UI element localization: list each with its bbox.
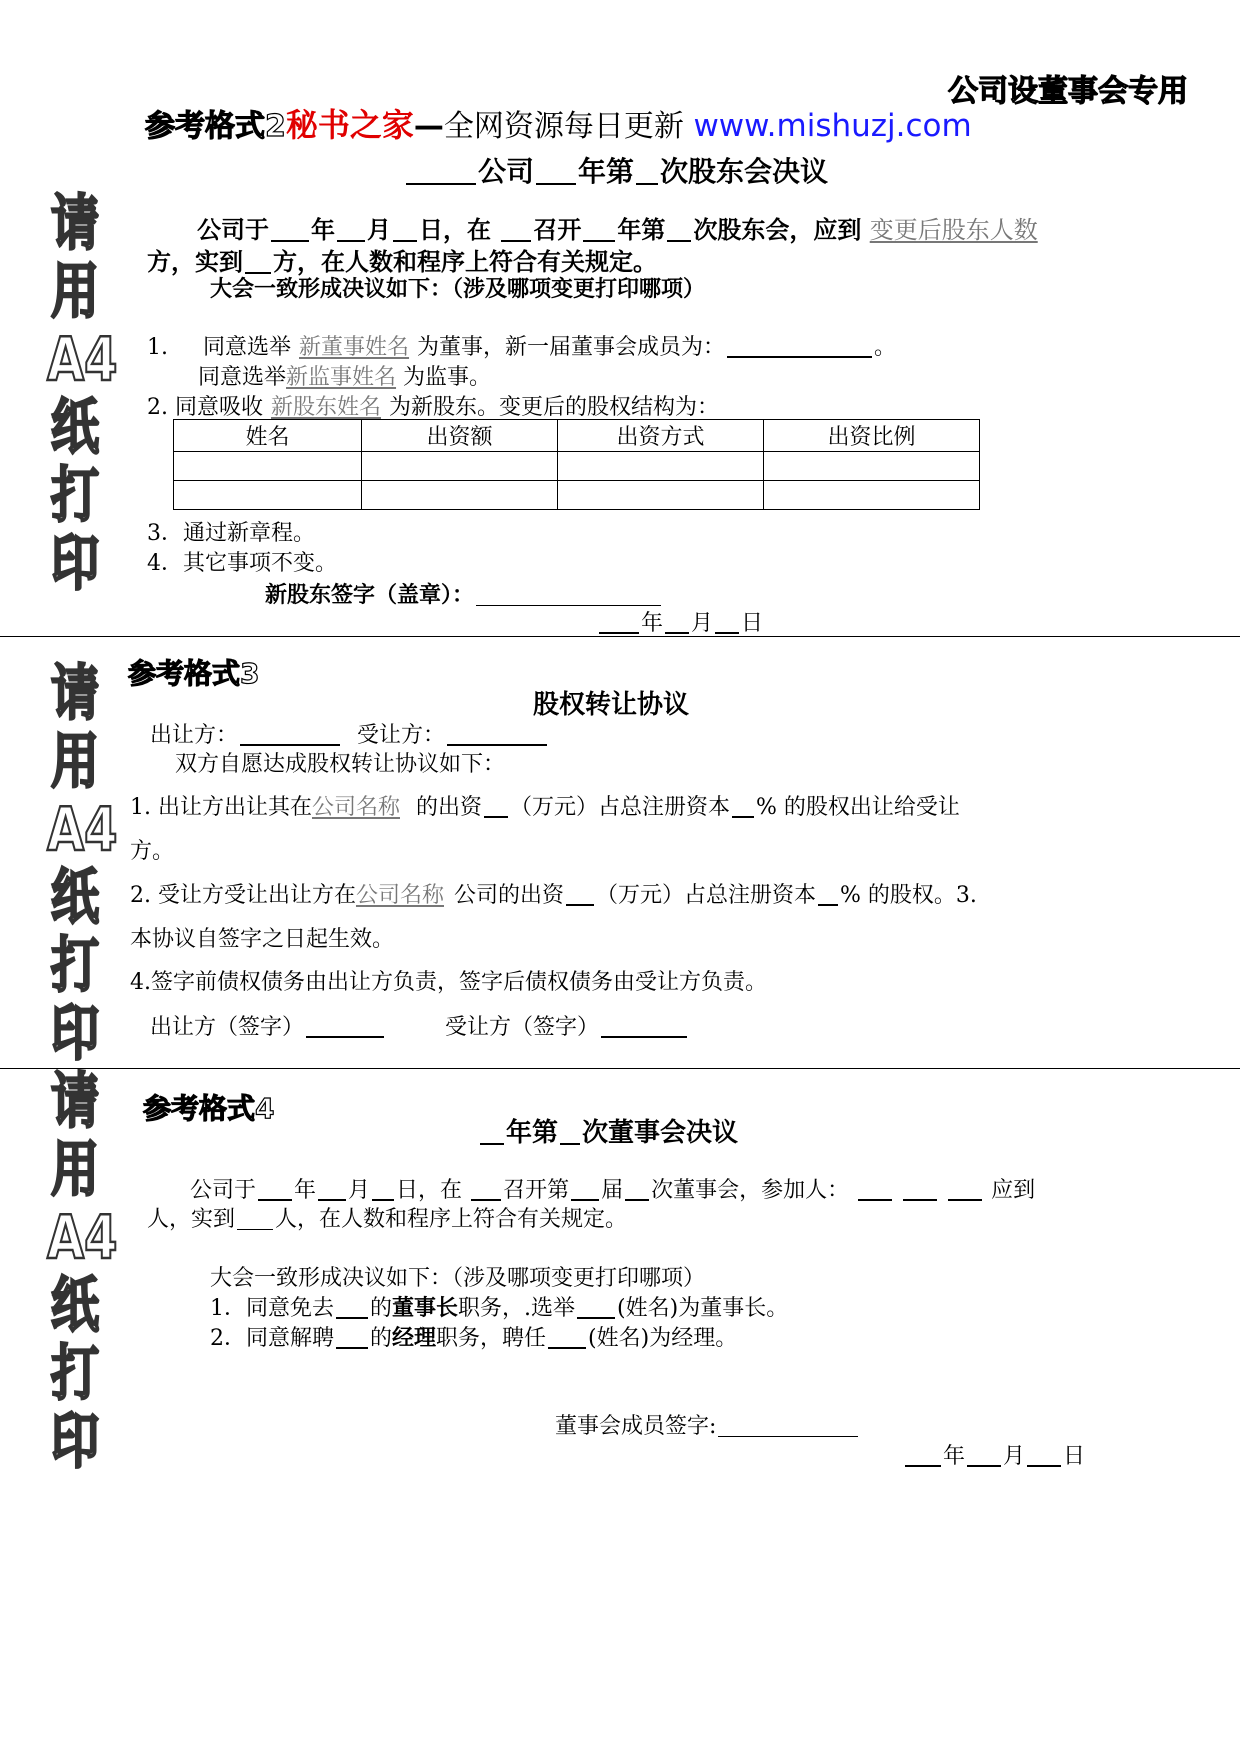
text: 的 (370, 1296, 393, 1321)
text: 2. 受让方受让出让方在 (130, 883, 356, 908)
text: 新股东签字（盖章）： (265, 583, 475, 608)
blank (372, 1177, 394, 1201)
side-char: 打 (51, 461, 99, 531)
s2-item3: 3．通过新章程。 (147, 521, 315, 546)
s4-item2 (210, 1321, 737, 1352)
text: 2．同意解聘 (210, 1326, 334, 1351)
blank (903, 1177, 937, 1201)
text: 为董事，新一届董事会成员为： (417, 335, 726, 360)
table-row (174, 452, 980, 481)
blank (566, 882, 594, 906)
item-number: 1. (147, 335, 168, 360)
text: 的 (370, 1326, 393, 1351)
s3-clause2 (130, 878, 977, 909)
s4-para3: 大会一致形成决议如下：（涉及哪项变更打印哪项） (210, 1266, 706, 1291)
company-name-placeholder[interactable]: 公司名称 (355, 883, 444, 908)
side-char: 纸 (51, 393, 99, 463)
blank (665, 610, 689, 634)
text: 的出资 (416, 795, 483, 820)
text: 月 (367, 216, 391, 244)
header-slogan: 全网资源每日更新 (443, 109, 684, 144)
text: 方，实到 (147, 248, 243, 276)
text: 职务，.选举 (458, 1296, 576, 1321)
blank (337, 218, 365, 242)
blank (948, 1177, 982, 1201)
section2-para3: 大会一致形成决议如下：（涉及哪项变更打印哪项） (210, 277, 706, 302)
table-header-cell: 出资额 (362, 420, 558, 452)
text: 2. 同意吸收 (147, 395, 263, 420)
s3-intro: 双方自愿达成股权转让协议如下： (175, 752, 506, 777)
blank (636, 161, 658, 185)
blank (905, 1443, 941, 1467)
text: 为监事。 (403, 365, 492, 390)
table-cell[interactable] (174, 452, 362, 481)
side-char: 纸 (51, 1271, 99, 1341)
blank (484, 794, 508, 818)
text: 人，在人数和程序上符合有关规定。 (275, 1207, 628, 1232)
equity-structure-table (173, 419, 980, 510)
side-char: 请 (51, 659, 99, 729)
table-cell[interactable] (764, 452, 980, 481)
blank (336, 1325, 368, 1349)
text: 次股东会，应到 (693, 216, 862, 244)
side-print-notice-2 (47, 659, 118, 1069)
side-char: A4 (47, 325, 118, 395)
text: （万元）占总注册资本 (510, 795, 731, 820)
table-header-cell: 出资方式 (558, 420, 764, 452)
text: 公司的出资 (454, 883, 565, 908)
side-char: 印 (51, 999, 99, 1069)
text: 日，在 (419, 216, 491, 244)
s3-clause3: 本协议自签字之日起生效。 (130, 927, 395, 952)
transferee-signature-line[interactable] (601, 1014, 687, 1038)
blank (318, 1177, 346, 1201)
text: 公司于 (197, 216, 269, 244)
section-divider (0, 1068, 1240, 1069)
text: 人，实到 (147, 1207, 236, 1232)
text: 同意选举 (203, 335, 292, 360)
text: 召开 (533, 216, 582, 244)
blank (667, 218, 691, 242)
side-char: A4 (47, 1203, 118, 1273)
text: 同意选举 (198, 365, 287, 390)
text: 届 (601, 1178, 624, 1203)
title-part: 次股东会决议 (660, 155, 829, 188)
blank (571, 1177, 599, 1201)
text: 次董事会决议 (582, 1118, 739, 1148)
s3-clause4: 4.签字前债权债务由出让方负责，签字后债权债务由受让方负责。 (130, 970, 767, 995)
s2-date (597, 606, 763, 637)
side-char: A4 (47, 795, 118, 865)
blank (715, 610, 739, 634)
s2-sign (265, 578, 663, 609)
s4-sign (555, 1409, 860, 1440)
text: 日，在 (396, 1178, 463, 1203)
section-divider (0, 636, 1240, 637)
text: 董事长 (392, 1295, 459, 1321)
text: 受让方（签字） (445, 1015, 600, 1040)
text: 经理 (392, 1325, 437, 1351)
text: 方，在人数和程序上符合有关规定。 (273, 248, 657, 276)
new-shareholder-placeholder[interactable]: 新股东姓名 (270, 395, 381, 420)
transferor-signature-line[interactable] (306, 1014, 384, 1038)
s2-item1 (147, 330, 896, 361)
table-header-row (174, 420, 980, 452)
new-director-placeholder[interactable]: 新董事姓名 (299, 335, 410, 360)
header-dash: — (413, 109, 444, 144)
text: 出让方（签字） (150, 1015, 305, 1040)
table-cell[interactable] (558, 481, 764, 510)
text: 年 (641, 611, 664, 636)
s4-item1 (210, 1291, 788, 1322)
text: 年 (294, 1178, 317, 1203)
blank (536, 161, 576, 185)
text: 为新股东。变更后的股权结构为： (389, 395, 720, 420)
blank (583, 218, 615, 242)
text: 次董事会，参加人： (651, 1178, 850, 1203)
side-print-notice-3 (47, 1067, 118, 1477)
blank (818, 882, 838, 906)
side-char: 请 (51, 1067, 99, 1137)
board-signature-line[interactable] (718, 1414, 858, 1437)
s3-clause1-cont: 方。 (130, 839, 175, 864)
text: 召开第 (503, 1178, 570, 1203)
side-print-notice-1 (47, 189, 118, 599)
text: 月 (1003, 1444, 1026, 1469)
text: 1. 出让方出让其在 (130, 795, 312, 820)
text: (姓名)为经理。 (588, 1326, 738, 1351)
text: 年 (311, 216, 335, 244)
text: (姓名)为董事长。 (617, 1296, 789, 1321)
blank (858, 1177, 892, 1201)
blank (393, 218, 417, 242)
s4-para2 (147, 1202, 627, 1233)
side-char: 打 (51, 931, 99, 1001)
table-row (174, 481, 980, 510)
blank (501, 218, 531, 242)
title-part: 年第 (578, 155, 635, 188)
text: % 的股权。3. (840, 883, 977, 908)
table-cell[interactable] (362, 452, 558, 481)
text: （万元）占总注册资本 (596, 883, 817, 908)
table-cell[interactable] (764, 481, 980, 510)
side-char: 用 (51, 727, 99, 797)
blank (258, 1177, 292, 1201)
blank (271, 218, 309, 242)
side-char: 用 (51, 257, 99, 327)
text: 月 (348, 1178, 371, 1203)
section4-title (478, 1112, 738, 1149)
s2-item2 (147, 390, 719, 421)
text: 年 (943, 1444, 966, 1469)
text: 月 (691, 611, 714, 636)
text: 出让方： (150, 723, 239, 748)
s2-item1b (198, 360, 491, 391)
text: 。 (874, 335, 897, 360)
s3-signatures (150, 1010, 689, 1041)
text: 年第 (506, 1118, 559, 1148)
text: 职务，聘任 (436, 1326, 547, 1351)
text: 董事会成员签字: (555, 1414, 717, 1439)
s2-item4: 4．其它事项不变。 (147, 551, 337, 576)
text: 日 (1063, 1444, 1086, 1469)
blank (967, 1443, 1001, 1467)
blank (471, 1177, 501, 1201)
table-header-cell: 姓名 (174, 420, 362, 452)
blank (732, 794, 754, 818)
blank (237, 1207, 273, 1230)
format-label-2: 参考格式2 (145, 109, 286, 144)
transferor-blank[interactable] (240, 722, 340, 746)
blank (625, 1177, 649, 1201)
title-part: 公司 (478, 155, 535, 188)
table-cell[interactable] (174, 481, 362, 510)
blank (1027, 1443, 1061, 1467)
section3-title: 股权转让协议 (533, 690, 690, 720)
site-url-link[interactable]: www.mishuzj.com (693, 108, 972, 144)
blank (245, 250, 271, 274)
format-label-3: 参考格式3 (128, 657, 260, 690)
table-cell[interactable] (558, 452, 764, 481)
company-name-placeholder[interactable]: 公司名称 (311, 795, 400, 820)
blank (577, 1295, 615, 1319)
side-char: 请 (51, 189, 99, 259)
side-char: 印 (51, 1407, 99, 1477)
s3-clause1 (130, 790, 960, 821)
text: 日 (741, 611, 764, 636)
side-char: 纸 (51, 863, 99, 933)
blank (599, 610, 639, 634)
brand-name: 秘书之家 (285, 106, 414, 144)
s3-parties (150, 718, 549, 749)
signature-line[interactable] (476, 583, 661, 606)
corner-label: 公司设董事会专用 (948, 74, 1188, 109)
blank (480, 1121, 504, 1145)
side-char: 打 (51, 1339, 99, 1409)
text: 受让方： (357, 723, 446, 748)
section2-para1 (197, 210, 1038, 245)
s4-date (903, 1439, 1085, 1470)
side-char: 印 (51, 529, 99, 599)
text: % 的股权出让给受让 (756, 795, 960, 820)
text: 应到 (991, 1178, 1036, 1203)
s4-para1 (190, 1173, 1035, 1204)
blank (336, 1295, 368, 1319)
table-header-cell: 出资比例 (764, 420, 980, 452)
blank (560, 1121, 580, 1145)
header-line (145, 100, 972, 146)
section2-title (404, 150, 828, 190)
format-label-4: 参考格式4 (143, 1092, 275, 1125)
text: 公司于 (190, 1178, 257, 1203)
new-supervisor-placeholder[interactable]: 新监事姓名 (286, 365, 397, 390)
transferee-blank[interactable] (447, 722, 547, 746)
text: 1．同意免去 (210, 1296, 334, 1321)
blank (406, 161, 476, 185)
shareholder-count-placeholder[interactable]: 变更后股东人数 (869, 216, 1038, 244)
blank (548, 1325, 586, 1349)
side-char: 用 (51, 1135, 99, 1205)
text: 年第 (617, 216, 666, 244)
blank (727, 334, 872, 358)
table-cell[interactable] (362, 481, 558, 510)
